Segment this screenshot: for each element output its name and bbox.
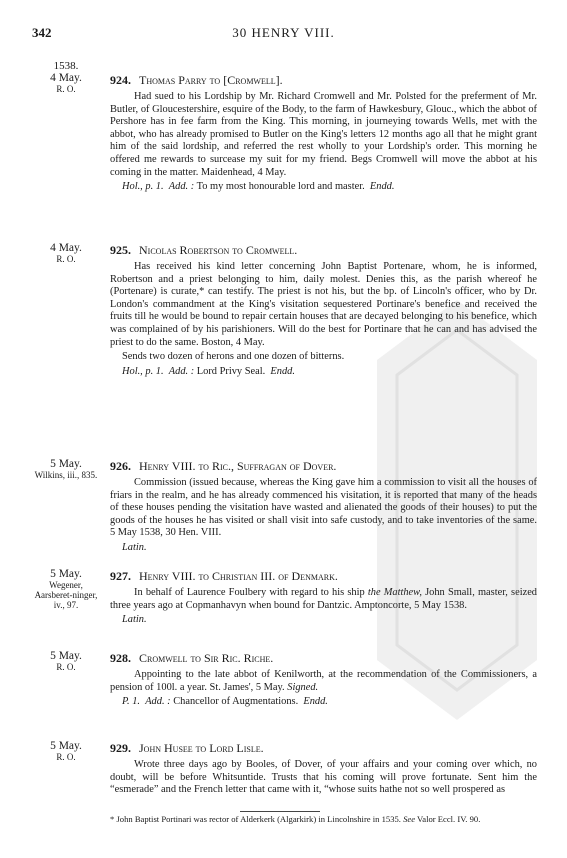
entry-date: 5 May. [50,568,82,580]
footnote: * John Baptist Portinari was rector of Alderkerk (Algarkirk) in Lincolnshire in 1535. See Valor Eccl. IV. 90. [110,814,481,824]
entry-heading [110,650,537,666]
page-header [32,25,535,41]
entry-heading [110,568,537,584]
entry-title: Henry VIII. to Ric., Suffragan of Dover. [139,459,337,473]
entry-date: 5 May. [50,458,82,470]
entry-margin [32,60,100,94]
entry-source: R. O. [56,752,76,762]
entry-content [110,740,537,797]
entry-language: Latin. [122,541,147,553]
entry-margin [32,568,100,610]
entry-number: 924. [110,73,131,87]
entry-margin [32,242,100,264]
entry-note: Hol., p. 1. Add. : To my most honourable lord and master. Endd. [122,181,395,193]
entry-margin [32,740,100,762]
entry-heading [110,72,537,88]
entry-title: Thomas Parry to [Cromwell]. [139,73,283,87]
entry-title: Nicolas Robertson to Cromwell. [139,243,298,257]
entry-margin [32,650,100,672]
entry-number: 928. [110,651,131,665]
entry-number: 925. [110,243,131,257]
entry-language: Latin. [122,614,147,626]
entry-number: 926. [110,459,131,473]
entry-date: 5 May. [50,650,82,662]
running-title: 30 HENRY VIII. [232,25,335,40]
entry-content [110,568,537,627]
entry-margin [32,458,100,480]
entry-content [110,458,537,555]
entry-number: 929. [110,741,131,755]
entry-body: Appointing to the late abbot of Kenilworth, at the recommendation of the Commissioners, a pension of 100l. a year. St. James', 5 May. Signed. [110,669,537,693]
entry-date: 4 May. [50,242,82,254]
entry-note: Hol., p. 1. Add. : Lord Privy Seal. Endd. [122,365,295,377]
signed-mark: Signed. [287,681,319,693]
entry-title: Henry VIII. to Christian III. of Denmark. [139,569,338,583]
entry-body: Has received his kind letter concerning John Baptist Portenare, whom, he is informed, Robertson and a priest belonging to him, daily molest. Denies this, as the parish whereof he (Portenare) is curate,* can testify. The priest is not his, but the bp. of Lincoln's officer, who by Dr. London's commandment at the King's visitation sequestered Portinare's benefice and received the fruits till he would be bound to repair certain houses that are decayed belonging to his benefice, which was complained of by his parishioners. Will do the best for Portinare that he can and has advised the priest to do the same. Boston, 4 May. [110,261,537,348]
entry-year: 1538. [53,60,79,72]
entry-heading [110,740,537,756]
entry-source: R. O. [56,254,76,264]
page-number: 342 [32,25,52,40]
entry-number: 927. [110,569,131,583]
entry-note: P. 1. Add. : Chancellor of Augmentations. Endd. [122,696,328,708]
entry-content [110,650,537,709]
entry-body-extra: Sends two dozen of herons and one dozen of bitterns. [122,351,345,363]
entry-title: John Husee to Lord Lisle. [139,741,264,755]
entry-source: R. O. [56,84,76,94]
entry-source: R. O. [56,662,76,672]
entry-heading [110,458,537,474]
entry-source: Wilkins, iii., 835. [34,470,98,480]
entry-heading [110,242,537,258]
entry-body: Wrote three days ago by Booles, of Dover, of your affairs and your coming over which, no doubt, will be before Whitsuntide. Trusts that his coming will prove fortunate. Sent him the “esmerade” and the French letter that came with it, “whose suits hathe not so well prospered as [110,759,537,796]
entry-content [110,72,537,194]
entry-date: 4 May. [50,72,82,84]
ship-name: the Matthew, [367,587,422,598]
entry-body: Commission (issued because, whereas the King gave him a commission to visit all the houses of friars in the realm, and he has already commenced his visitation, it is reported that many of the heads of these houses pending the visitation have wasted and alienated the goods of their houses) to put the goods of the houses he has visited or shall visit into safe custody, and to take inventories of the same. 5 May 1538, 30 Hen. VIII. [110,477,537,539]
footnote-divider [240,811,320,812]
entry-body: Had sued to his Lordship by Mr. Richard Cromwell and Mr. Polsted for the preferment of Mr. Butler, of Gloucestershire, esquire of the Body, to the farm of Hawkesbury, Glouc., which the abbot of Pershore has in fee farm from the King. This morning, in journeying towards Wells, met with the abbot, who has already promised to Butler on the King's letters 12 months ago all that he might grant him of the said lordship, and referred the rest wholly to your Lordship's order. This morning he offered me rewards to surcease my suit for my friend. Begs Cromwell will move the abbot at his coming in the matter. Maidenhead, 4 May. [110,91,537,178]
entry-body: In behalf of Laurence Foulbery with regard to his ship the Matthew, John Small, master, seized three years ago at Copmanhavyn when bound for Dantzic. Amptoncorte, 5 May 1538. [110,587,537,611]
entry-source: Wegener, Aarsberet-ninger, iv., 97. [34,580,98,610]
entry-date: 5 May. [50,740,82,752]
entry-content [110,242,537,378]
entry-title: Cromwell to Sir Ric. Riche. [139,651,274,665]
